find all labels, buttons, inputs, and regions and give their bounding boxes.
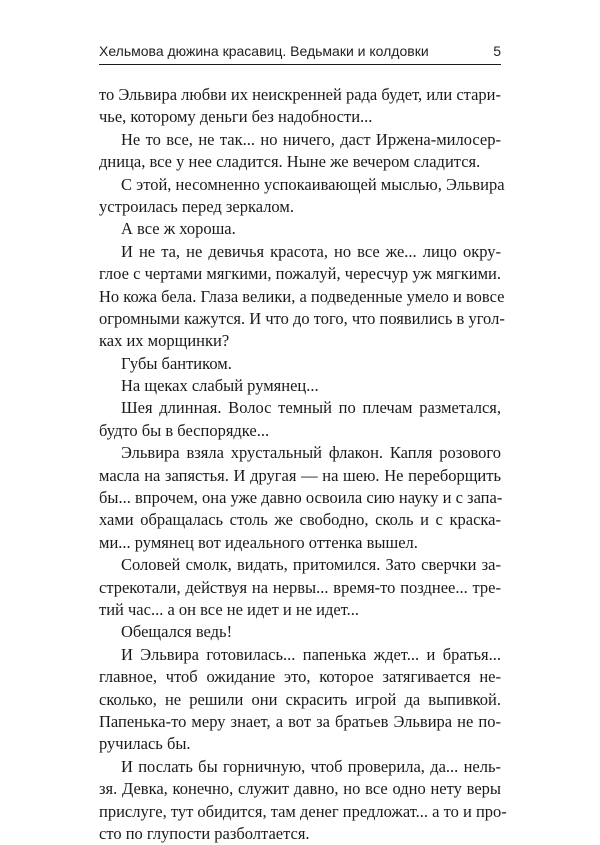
text-line: Не то все, не так... но ничего, даст Иржена-милосер- [121,129,501,149]
text-line: На щеках слабый румянец... [121,376,319,396]
text-line: ках их морщинки? [99,331,230,351]
text-line: сколько, не решили они скрасить игрой да выпивкой. [99,689,501,709]
text-line: зя. Девка, конечно, служит давно, но все одно нету веры [99,779,501,799]
text-line: ручилась бы. [99,734,191,754]
text-line: огромными кажутся. И что до того, что появились в угол- [99,308,505,328]
running-header-title: Хельмова дюжина красавиц. Ведьмаки и колдовки [99,43,429,59]
text-line: И не та, не девичья красота, но все же... лицо окру- [121,241,501,261]
text-line: И послать бы горничную, чтоб проверила, да... нель- [121,756,501,776]
text-line: то Эльвира любви их неискренней рада будет, или стари- [99,85,501,104]
text-line: ми... румянец вот идеального оттенка вышел. [99,532,418,552]
text-line: бы... впрочем, она уже давно освоила сию науку и с запа- [99,488,503,508]
text-line: хами обращалась столь же свободно, сколь и с краска- [99,510,501,530]
text-line: Но кожа бела. Глаза велики, а подведенные умело и вовсе [99,286,505,306]
text-line: тий час... а он все не идет и не идет... [99,599,360,619]
text-line: дница, все у нее сладится. Ныне же вечером сладится. [99,152,481,172]
text-line: С этой, несомненно успокаивающей мыслью, Эльвира [121,174,505,194]
text-line: И Эльвира готовилась... папенька ждет... и братья... [121,644,501,664]
text-line: Эльвира взяла хрустальный флакон. Капля розового [121,443,501,463]
text-line: масла на запястья. И другая — на шею. Не переборщить [99,465,501,485]
text-line: прислуге, тут обидится, там денег предложат... а то и про- [99,801,507,821]
running-header [99,42,501,65]
text-line: Губы бантиком. [121,353,232,373]
text-line: Соловей смолк, видать, притомился. Зато сверчки за- [121,555,501,575]
text-line: устроилась перед зеркалом. [99,196,294,216]
page-number: 5 [493,43,501,59]
text-line: Папенька-то меру знает, а вот за братьев Эльвира не по- [99,711,501,731]
text-line: Шея длинная. Волос темный по плечам разметался, [121,398,501,418]
text-line: чье, которому деньги без надобности... [99,107,373,127]
body-text [99,84,507,845]
text-line: сто по глупости разболтается. [99,823,310,843]
text-line: стрекотали, действуя на нервы... время-то позднее... тре- [99,577,501,597]
text-line: Обещался ведь! [121,622,233,642]
text-line: глое с чертами мягкими, пожалуй, чересчур уж мягкими. [99,264,501,284]
text-line: будто бы в беспорядке... [99,420,270,440]
text-line: А все ж хороша. [121,219,236,239]
text-line: главное, чтоб ожидание это, которое затягивается не- [99,667,501,687]
